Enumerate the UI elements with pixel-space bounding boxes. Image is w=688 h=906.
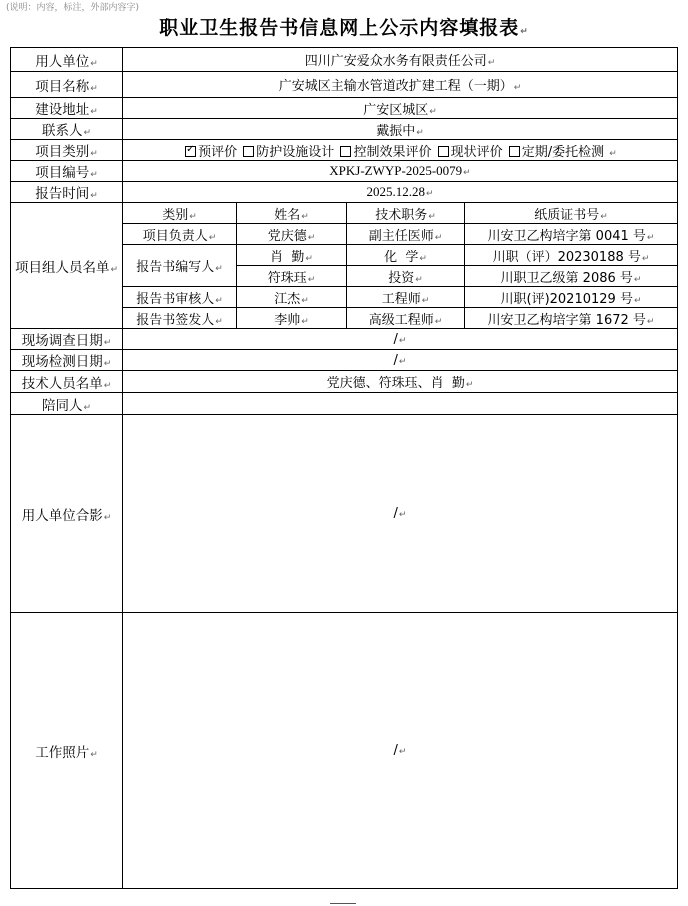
row-category <box>11 140 678 161</box>
team-role-writer: 报告书编写人↵ <box>123 245 237 287</box>
tech-staff-value[interactable]: 党庆德、符珠珏、肖 勤↵ <box>123 371 678 393</box>
team-title-writer-2[interactable]: 投资↵ <box>347 266 465 287</box>
address-label: 建设地址↵ <box>11 98 123 119</box>
row-test-date <box>11 350 678 371</box>
checkbox-icon[interactable] <box>243 146 254 157</box>
team-role-reviewer: 报告书审核人↵ <box>123 287 237 308</box>
disclosure-form-table <box>10 47 678 889</box>
row-project-no <box>11 161 678 182</box>
group-photo-label: 用人单位合影↵ <box>11 415 123 613</box>
team-cert-writer-2[interactable]: 川职卫乙级第 2086 号↵ <box>465 266 678 287</box>
team-cert-leader[interactable]: 川安卫乙构培字第 0041 号↵ <box>465 224 678 245</box>
team-name-leader[interactable]: 党庆德↵ <box>237 224 347 245</box>
team-label: 项目组人员名单↵ <box>11 203 123 329</box>
category-option-pre-evaluation[interactable]: ✓ 预评价 <box>183 145 237 160</box>
team-header-title: 技术职务↵ <box>347 203 465 224</box>
team-header-category: 类别↵ <box>123 203 237 224</box>
team-name-writer-1[interactable]: 肖 勤↵ <box>237 245 347 266</box>
employer-value[interactable]: 四川广安爱众水务有限责任公司↵ <box>123 48 678 72</box>
row-companion <box>11 393 678 415</box>
team-cert-reviewer[interactable]: 川职(评)20210129 号↵ <box>465 287 678 308</box>
project-no-label: 项目编号↵ <box>11 161 123 182</box>
top-note: (说明：内容，标注，外部内容字) <box>6 3 140 13</box>
employer-label: 用人单位↵ <box>11 48 123 72</box>
team-name-writer-2[interactable]: 符珠珏↵ <box>237 266 347 287</box>
category-options: ✓ 预评价 防护设施设计 控制效果评价 现状评价 定期/委托检测 ↵ <box>123 140 678 161</box>
team-name-issuer[interactable]: 李帅↵ <box>237 308 347 329</box>
team-role-issuer: 报告书签发人↵ <box>123 308 237 329</box>
row-address <box>11 98 678 119</box>
work-photo-area[interactable]: /↵ <box>123 613 678 889</box>
team-cert-issuer[interactable]: 川安卫乙构培字第 1672 号↵ <box>465 308 678 329</box>
checkbox-icon[interactable] <box>438 146 449 157</box>
project-name-value[interactable]: 广安城区主输水管道改扩建工程（一期）↵ <box>123 72 678 98</box>
checkbox-icon[interactable] <box>509 146 520 157</box>
category-option-status-evaluation[interactable]: 现状评价 <box>436 145 503 160</box>
survey-date-value[interactable]: /↵ <box>123 329 678 350</box>
project-name-label: 项目名称↵ <box>11 72 123 98</box>
address-value[interactable]: 广安区城区↵ <box>123 98 678 119</box>
row-report-time <box>11 182 678 203</box>
work-photo-label: 工作照片↵ <box>11 613 123 889</box>
team-header-name: 姓名↵ <box>237 203 347 224</box>
team-header-cert: 纸质证书号↵ <box>465 203 678 224</box>
team-cert-writer-1[interactable]: 川职（评）20230188 号↵ <box>465 245 678 266</box>
row-tech-staff <box>11 371 678 393</box>
row-contact <box>11 119 678 140</box>
row-survey-date <box>11 329 678 350</box>
row-work-photo <box>11 613 678 889</box>
survey-date-label: 现场调查日期↵ <box>11 329 123 350</box>
category-option-periodic-detection[interactable]: 定期/委托检测 <box>507 145 604 160</box>
team-title-leader[interactable]: 副主任医师↵ <box>347 224 465 245</box>
team-header-row <box>11 203 678 224</box>
tech-staff-label: 技术人员名单↵ <box>11 371 123 393</box>
team-title-writer-1[interactable]: 化 学↵ <box>347 245 465 266</box>
companion-label: 陪同人↵ <box>11 393 123 415</box>
test-date-label: 现场检测日期↵ <box>11 350 123 371</box>
checkbox-checked-icon[interactable] <box>185 146 196 157</box>
test-date-value[interactable]: /↵ <box>123 350 678 371</box>
page-title: 职业卫生报告书信息网上公示内容填报表↵ <box>159 17 529 39</box>
companion-value[interactable] <box>123 393 678 415</box>
group-photo-area[interactable]: /↵ <box>123 415 678 613</box>
row-employer <box>11 48 678 72</box>
category-option-control-evaluation[interactable]: 控制效果评价 <box>338 145 431 160</box>
contact-value[interactable]: 戴振中↵ <box>123 119 678 140</box>
report-time-label: 报告时间↵ <box>11 182 123 203</box>
row-group-photo <box>11 415 678 613</box>
category-label: 项目类别↵ <box>11 140 123 161</box>
team-title-issuer[interactable]: 高级工程师↵ <box>347 308 465 329</box>
row-project-name <box>11 72 678 98</box>
checkbox-icon[interactable] <box>340 146 351 157</box>
team-role-leader: 项目负责人↵ <box>123 224 237 245</box>
team-name-reviewer[interactable]: 江杰↵ <box>237 287 347 308</box>
category-option-protection-design[interactable]: 防护设施设计 <box>241 145 334 160</box>
contact-label: 联系人↵ <box>11 119 123 140</box>
report-time-value[interactable]: 2025.12.28↵ <box>123 182 678 203</box>
page-footer-line <box>330 903 356 904</box>
team-title-reviewer[interactable]: 工程师↵ <box>347 287 465 308</box>
project-no-value[interactable]: XPKJ-ZWYP-2025-0079↵ <box>123 161 678 182</box>
